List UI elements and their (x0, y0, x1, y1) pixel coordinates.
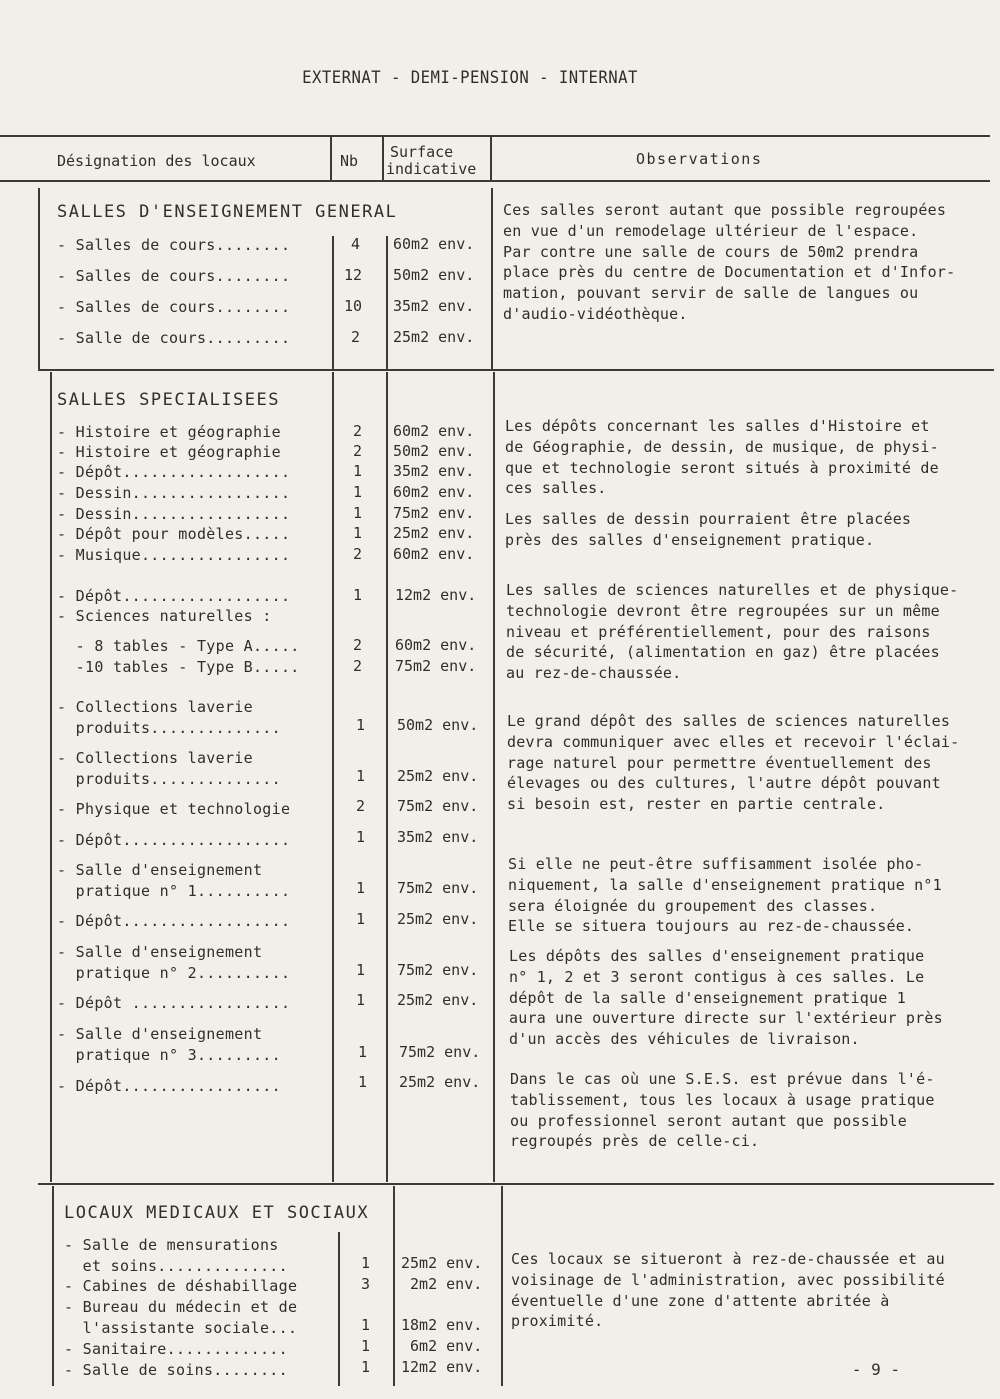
table-row-surface: 50m2 env. (393, 266, 475, 284)
table-row-label: - Salles de cours........ (57, 298, 291, 316)
table-row-label: - Dessin................. (57, 505, 291, 523)
column-header-surface-line2: indicative (386, 160, 477, 178)
table-row-nb: 1 (353, 462, 363, 480)
table-row-label: produits.............. (57, 770, 281, 788)
section-title-general: SALLES D'ENSEIGNEMENT GENERAL (57, 202, 398, 222)
table-row-surface: 60m2 env. (393, 422, 475, 440)
table-row-nb: 2 (353, 545, 363, 563)
table-row-label: - Salle d'enseignement (57, 943, 263, 961)
table-row-label: l'assistante sociale... (64, 1319, 298, 1337)
table-row-surface: 25m2 env. (393, 328, 475, 346)
column-header-designation: Désignation des locaux (57, 152, 256, 170)
table-row-nb: 1 (356, 879, 366, 897)
table-row-nb: 1 (361, 1358, 371, 1376)
observation-text: Les salles de sciences naturelles et de physique- technologie devront être regroupées sur un même niveau et préférentiellement, pour des raisons de sécurité, (alimentation en gaz) être placées au rez-de-chaussée. (506, 581, 959, 683)
header-bottom-rule (0, 180, 990, 182)
table-row-nb: 2 (353, 636, 363, 654)
table-row-label: - Cabines de déshabillage (64, 1277, 298, 1295)
table-row-label: pratique n° 2.......... (57, 964, 291, 982)
table-row-nb: 1 (358, 1043, 368, 1061)
table-row-surface: 75m2 env. (395, 657, 477, 675)
table-row-label: - 8 tables - Type A..... (57, 637, 300, 655)
column-header-surface: Surface (390, 143, 454, 161)
table-row-surface: 75m2 env. (397, 797, 479, 815)
table-row-nb: 1 (356, 961, 366, 979)
table-row-label: - Musique................ (57, 546, 291, 564)
table-row-label: - Collections laverie (57, 698, 253, 716)
table-row-nb: 1 (358, 1073, 368, 1091)
col-divider (332, 236, 334, 370)
table-row-nb: 2 (353, 422, 363, 440)
table-row-label: - Dépôt................. (57, 1077, 281, 1095)
table-row-surface: 75m2 env. (397, 961, 479, 979)
observation-text: Ces locaux se situeront à rez-de-chaussée et au voisinage de l'administration, avec possibilité éventuelle d'une zone d'attente abritée à proximité. (511, 1250, 945, 1331)
table-row-label: - Dépôt pour modèles..... (57, 525, 291, 543)
table-row-surface: 25m2 env. (397, 991, 479, 1009)
table-row-nb: 1 (356, 767, 366, 785)
observation-text: Ces salles seront autant que possible regroupées en vue d'un remodelage ultérieur de l'espace. Par contre une salle de cours de 50m2 prendra place près du centre de Documentation et d'Infor- mation, pouvant servir de salle de langues ou d'audio-vidéothèque. (503, 201, 956, 323)
table-row-label: - Salle d'enseignement (57, 861, 263, 879)
table-row-label: - Dessin................. (57, 484, 291, 502)
col-divider (491, 188, 493, 370)
section-left-border (50, 372, 52, 1182)
table-row-nb: 1 (361, 1316, 371, 1334)
section-divider (38, 1183, 994, 1185)
table-row-surface: 60m2 env. (395, 636, 477, 654)
table-row-label: pratique n° 3......... (57, 1046, 281, 1064)
page-title: EXTERNAT - DEMI-PENSION - INTERNAT (302, 68, 638, 88)
observation-text: Les salles de dessin pourraient être placées près des salles d'enseignement pratique. (505, 510, 912, 549)
column-header-nb: Nb (340, 152, 359, 170)
table-row-nb: 1 (356, 910, 366, 928)
table-row-label: - Collections laverie (57, 749, 253, 767)
section-divider (38, 369, 994, 371)
table-row-nb: 1 (353, 586, 363, 604)
section-title-specialisees: SALLES SPECIALISEES (57, 390, 280, 410)
table-row-surface: 75m2 env. (397, 879, 479, 897)
col-divider (330, 135, 332, 181)
table-row-label: - Histoire et géographie (57, 423, 281, 441)
table-row-surface: 60m2 env. (393, 235, 475, 253)
table-row-surface: 18m2 env. (401, 1316, 483, 1334)
table-row-surface: 35m2 env. (393, 297, 475, 315)
table-row-nb: 1 (361, 1337, 371, 1355)
col-divider (338, 1232, 340, 1386)
col-divider (493, 372, 495, 1182)
col-divider (386, 236, 388, 370)
table-row-label: - Sciences naturelles : (57, 607, 272, 625)
page-number: - 9 - (851, 1360, 900, 1379)
table-row-surface: 25m2 env. (397, 910, 479, 928)
table-row-label: - Dépôt.................. (57, 831, 291, 849)
table-row-label: - Salle de soins........ (64, 1361, 288, 1379)
table-row-nb: 4 (351, 235, 361, 253)
observation-text: Les dépôts concernant les salles d'Histoire et de Géographie, de dessin, de musique, de physi- que et technologie seront situés à proximité de ces salles. (505, 417, 939, 498)
table-row-label: - Salle d'enseignement (57, 1025, 263, 1043)
table-row-nb: 2 (353, 657, 363, 675)
table-row-nb: 1 (356, 716, 366, 734)
table-row-nb: 1 (356, 828, 366, 846)
table-row-surface: 50m2 env. (397, 716, 479, 734)
col-divider (490, 135, 492, 181)
table-row-nb: 1 (353, 483, 363, 501)
table-row-nb: 10 (344, 297, 363, 315)
col-divider (332, 372, 334, 1182)
table-row-label: - Physique et technologie (57, 800, 291, 818)
table-row-nb: 2 (353, 442, 363, 460)
table-row-label: - Dépôt.................. (57, 912, 291, 930)
table-row-nb: 3 (361, 1275, 371, 1293)
col-divider (501, 1186, 503, 1386)
table-row-label: - Salles de cours........ (57, 236, 291, 254)
table-row-nb: 1 (361, 1254, 371, 1272)
table-row-nb: 1 (353, 504, 363, 522)
table-row-label: - Salle de mensurations (64, 1236, 279, 1254)
table-row-nb: 1 (353, 524, 363, 542)
col-divider (393, 1186, 395, 1386)
table-row-label: - Bureau du médecin et de (64, 1298, 298, 1316)
col-divider (386, 372, 388, 1182)
table-row-label: - Dépôt.................. (57, 587, 291, 605)
table-row-label: - Salle de cours......... (57, 329, 291, 347)
table-row-surface: 25m2 env. (393, 524, 475, 542)
table-row-label: - Sanitaire............. (64, 1340, 288, 1358)
table-row-label: produits.............. (57, 719, 281, 737)
table-row-nb: 12 (344, 266, 363, 284)
observation-text: Dans le cas où une S.E.S. est prévue dans l'é- tablissement, tous les locaux à usage pratique ou professionnel seront autant que possible regroupés près de celle-ci. (510, 1070, 935, 1151)
table-row-nb: 2 (351, 328, 361, 346)
table-row-surface: 2m2 env. (401, 1275, 483, 1293)
table-row-label: - Dépôt ................. (57, 994, 291, 1012)
observation-text: Si elle ne peut-être suffisamment isolée pho- niquement, la salle d'enseignement pratique n°1 sera éloignée du groupement des classes. Elle se situera toujours au rez-de-chaussée. (508, 855, 942, 936)
table-row-surface: 6m2 env. (401, 1337, 483, 1355)
table-row-surface: 75m2 env. (393, 504, 475, 522)
table-row-surface: 35m2 env. (393, 462, 475, 480)
table-row-label: -10 tables - Type B..... (57, 658, 300, 676)
column-header-observations: Observations (636, 150, 763, 168)
table-row-surface: 50m2 env. (393, 442, 475, 460)
section-left-border (52, 1186, 54, 1386)
section-left-border (38, 188, 40, 370)
table-row-nb: 1 (356, 991, 366, 1009)
table-row-label: - Salles de cours........ (57, 267, 291, 285)
table-row-surface: 12m2 env. (401, 1358, 483, 1376)
section-title-medicaux: LOCAUX MEDICAUX ET SOCIAUX (64, 1203, 370, 1223)
col-divider (382, 135, 384, 181)
table-row-label: et soins.............. (64, 1257, 288, 1275)
table-row-surface: 75m2 env. (399, 1043, 481, 1061)
table-row-label: - Dépôt.................. (57, 463, 291, 481)
table-row-surface: 25m2 env. (397, 767, 479, 785)
table-row-surface: 25m2 env. (399, 1073, 481, 1091)
table-row-nb: 2 (356, 797, 366, 815)
observation-text: Les dépôts des salles d'enseignement pratique n° 1, 2 et 3 seront contigus à ces salles. Le dépôt de la salle d'enseignement pratique 1 aura une ouverture directe sur l'extérieur près d'un accès des véhicules de livraison. (509, 947, 943, 1049)
table-row-surface: 12m2 env. (395, 586, 477, 604)
table-row-surface: 60m2 env. (393, 545, 475, 563)
observation-text: Le grand dépôt des salles de sciences naturelles devra communiquer avec elles et recevoir l'éclai- rage naturel pour permettre éventuellement des élevages ou des cultures, l'autre dépôt pouvant si besoin est, rester en partie centrale. (507, 712, 960, 814)
table-row-surface: 35m2 env. (397, 828, 479, 846)
table-row-surface: 60m2 env. (393, 483, 475, 501)
table-row-label: - Histoire et géographie (57, 443, 281, 461)
table-row-surface: 25m2 env. (401, 1254, 483, 1272)
table-top-rule (0, 135, 990, 137)
table-row-label: pratique n° 1.......... (57, 882, 291, 900)
